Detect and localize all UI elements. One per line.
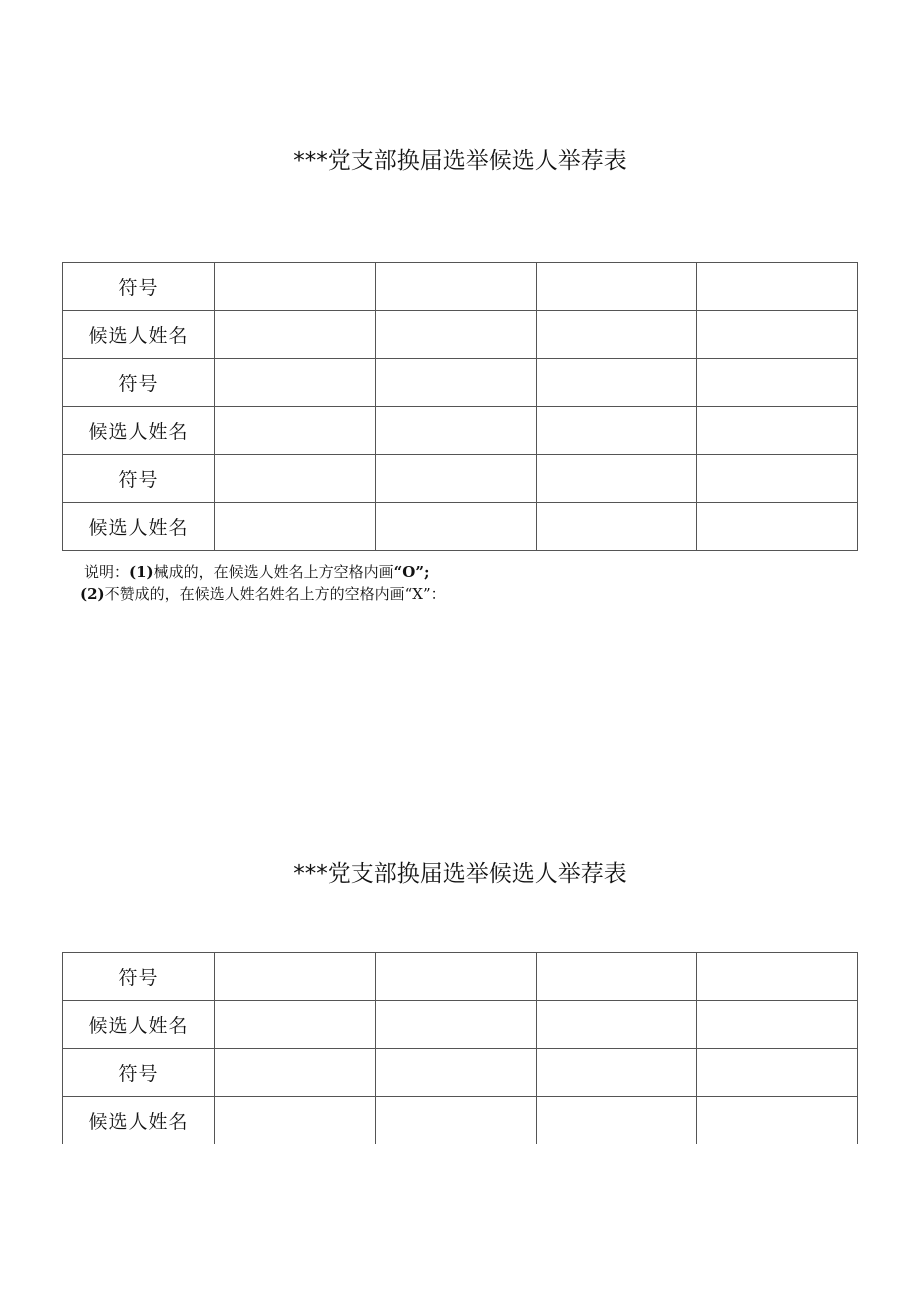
candidate-table: [62, 952, 858, 1144]
blank-cell[interactable]: [215, 407, 376, 455]
blank-cell[interactable]: [375, 407, 536, 455]
blank-cell[interactable]: [375, 503, 536, 551]
row-label-candidate-name: 候选人姓名: [63, 1097, 215, 1145]
blank-cell[interactable]: [375, 1001, 536, 1049]
row-label-candidate-name: 候选人姓名: [63, 311, 215, 359]
table-row: [63, 953, 858, 1001]
blank-cell[interactable]: [215, 359, 376, 407]
row-label-candidate-name: 候选人姓名: [63, 503, 215, 551]
table-row: [63, 407, 858, 455]
table-row: [63, 503, 858, 551]
instruction-note-line-2: [80, 584, 446, 604]
row-label-symbol: 符号: [63, 455, 215, 503]
blank-cell[interactable]: [697, 455, 858, 503]
blank-cell[interactable]: [697, 311, 858, 359]
blank-cell[interactable]: [697, 1001, 858, 1049]
blank-cell[interactable]: [215, 1049, 376, 1097]
blank-cell[interactable]: [536, 503, 697, 551]
blank-cell[interactable]: [697, 359, 858, 407]
blank-cell[interactable]: [375, 455, 536, 503]
note-number: (2): [80, 585, 105, 603]
note-text: 不赞成的，在候选人姓名姓名上方的空格内画“X”：: [104, 585, 446, 603]
table-row: [63, 311, 858, 359]
table-row: [63, 1097, 858, 1145]
row-label-candidate-name: 候选人姓名: [63, 407, 215, 455]
blank-cell[interactable]: [536, 263, 697, 311]
blank-cell[interactable]: [536, 455, 697, 503]
blank-cell[interactable]: [215, 953, 376, 1001]
row-label-symbol: 符号: [63, 953, 215, 1001]
table-row: [63, 1049, 858, 1097]
blank-cell[interactable]: [536, 953, 697, 1001]
blank-cell[interactable]: [375, 1049, 536, 1097]
blank-cell[interactable]: [375, 263, 536, 311]
table-row: [63, 1001, 858, 1049]
blank-cell[interactable]: [375, 359, 536, 407]
blank-cell[interactable]: [536, 407, 697, 455]
blank-cell[interactable]: [536, 1097, 697, 1145]
row-label-symbol: 符号: [63, 1049, 215, 1097]
blank-cell[interactable]: [375, 311, 536, 359]
blank-cell[interactable]: [375, 1097, 536, 1145]
form-title: ***党支部换届选举候选人举荐表: [293, 861, 627, 887]
blank-cell[interactable]: [215, 455, 376, 503]
blank-cell[interactable]: [697, 1097, 858, 1145]
instruction-note-line-1: [84, 562, 430, 582]
row-label-symbol: 符号: [63, 263, 215, 311]
form-title: ***党支部换届选举候选人举荐表: [293, 148, 627, 174]
blank-cell[interactable]: [215, 263, 376, 311]
blank-cell[interactable]: [536, 1001, 697, 1049]
blank-cell[interactable]: [697, 1049, 858, 1097]
row-label-symbol: 符号: [63, 359, 215, 407]
note-number: (1): [129, 563, 154, 581]
note-text: 械成的，在候选人姓名上方空格内画: [153, 563, 394, 581]
blank-cell[interactable]: [536, 359, 697, 407]
blank-cell[interactable]: [375, 953, 536, 1001]
blank-cell[interactable]: [697, 263, 858, 311]
table-row: [63, 263, 858, 311]
row-label-candidate-name: 候选人姓名: [63, 1001, 215, 1049]
blank-cell[interactable]: [697, 407, 858, 455]
blank-cell[interactable]: [536, 1049, 697, 1097]
table-row: [63, 359, 858, 407]
blank-cell[interactable]: [536, 311, 697, 359]
table-row: [63, 455, 858, 503]
blank-cell[interactable]: [215, 311, 376, 359]
candidate-table: [62, 262, 858, 551]
blank-cell[interactable]: [215, 1097, 376, 1145]
blank-cell[interactable]: [697, 503, 858, 551]
note-prefix: 说明：: [84, 563, 130, 581]
blank-cell[interactable]: [215, 503, 376, 551]
blank-cell[interactable]: [215, 1001, 376, 1049]
blank-cell[interactable]: [697, 953, 858, 1001]
note-symbol: “O”;: [393, 563, 430, 581]
